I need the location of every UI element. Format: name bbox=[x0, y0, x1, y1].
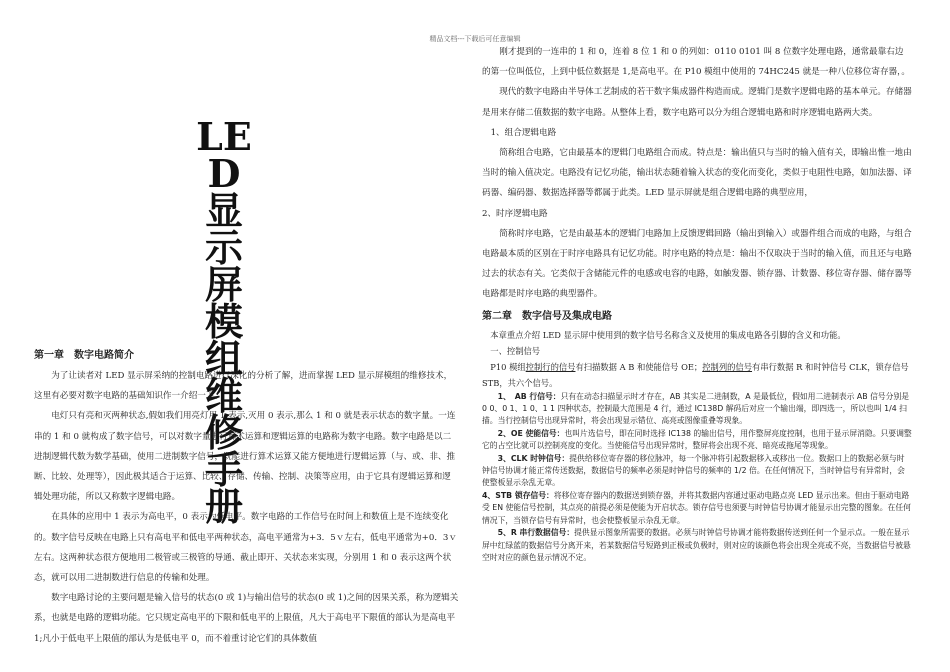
title-char: 示 bbox=[204, 225, 243, 270]
paragraph: 现代的数字电路由半导体工艺制成的若干数字集成器件构造而成。逻辑门是数字逻辑电路的基本单元。存储器是用来存储二值数据的数字电路。从整体上看，数字电路可以分为组合逻辑电路和时序逻辑电路两大类。 bbox=[482, 87, 912, 118]
paragraph: 为了让读者对 LED 显示屏采纳的控制电路进行深化的分析了解，进而掌握 LED 显示屏模组的维修技术，这里有必要对数字电路的基础知识作一介绍一下。 bbox=[34, 371, 453, 402]
paragraph bbox=[482, 359, 912, 391]
item-label: 4、STB 锁存信号： bbox=[482, 490, 554, 500]
title-char: 手 bbox=[204, 447, 243, 492]
paragraph: 简称组合电路，它由最基本的逻辑门电路组合而成。特点是：输出值只与当时的输入值有关，即输出惟一地由当时的输入值决定。电路没有记忆功能，输出状态随着输入状态的变化而变化，类似于电阻性电路，如加法器、译码器、编码器、数据选择器等都属于此类。LED 显示屏就是组合逻辑电路的典型应用， bbox=[482, 148, 912, 199]
title-char: 组 bbox=[204, 336, 243, 381]
chapter-2-title: 第二章 数字信号及集成电路 bbox=[482, 310, 612, 322]
section-heading: 2、时序逻辑电路 bbox=[482, 208, 548, 219]
title-char: 册 bbox=[204, 484, 243, 529]
list-item bbox=[482, 527, 912, 564]
title-char: D bbox=[207, 151, 241, 196]
right-column bbox=[482, 42, 912, 564]
paragraph: 在具体的应用中 1 表示为高电平，0 表示为低电平。数字电路的工作信号在时间上和数值上是不连续变化的。数字信号反映在电路上只有高电平和低电平两种状态，高电平通常为+3．5ｖ左右，低电平通常为+0．3ｖ左右。这两种状态很方便地用二极管或三极管的导通、截止即开、关状态来实现，分别用 1 和 0 表示这两个状态，就可以用二进制数进行信息的传输和处理。 bbox=[34, 512, 457, 584]
subsection-heading: 一、控制信号 bbox=[490, 345, 541, 356]
paragraph: 刚才提到的一连串的 1 和 0，连着 8 位 1 和 0 的列如：0110 0101 叫 8 位数字处理电路，通常最靠右边的第一位叫低位，上到中低位数据是 1,是高电平。在 P10 模组中使用的 74HC245 就是一种八位移位寄存器，。 bbox=[482, 47, 911, 78]
title-char: 显 bbox=[204, 188, 243, 233]
section-heading: 1、组合逻辑电路 bbox=[490, 127, 557, 138]
paragraph: 简称时序电路，它是由最基本的逻辑门电路加上反馈逻辑回路（输出到输入）或器件组合而成的电路，与组合电路最本质的区别在于时序电路具有记忆功能。时序电路的特点是：输出不仅取决于当时的输入值，而且还与电路过去的状态有关。它类似于含储能元件的电感或电容的电路，如触发器、锁存器、计数器、移位寄存器、储存器等电路都是时序电路的典型器件。 bbox=[482, 228, 912, 300]
left-column bbox=[34, 346, 459, 649]
underlined-term: 控制行的信号 bbox=[525, 361, 576, 372]
list-item bbox=[482, 428, 912, 453]
item-body: 只有在动态扫描显示时才存在，AB 其实是二进制数，A 是最低位，假如用二进制表示 AB 信号分别是 0 0、0 1、1 0、1 1 四种状态，控制最大范围是 4 行，通过 IC138D 解码后对应一个输出端，即四选一，所以也叫 1/4 扫描。当行控制信号出现异常时，将会出现显示错位、高亮或图像重叠等现象。 bbox=[482, 391, 910, 426]
title-char: 维 bbox=[204, 373, 243, 418]
list-item bbox=[482, 490, 912, 527]
title-char: LE bbox=[196, 114, 252, 159]
text-run: P10 模组 bbox=[490, 361, 526, 372]
text-run: 有扫描数据 A B 和使能信号 OE； bbox=[575, 361, 703, 372]
paragraph: 本章重点介绍 LED 显示屏中使用到的数字信号名称含义及使用的集成电路各引脚的含义和功能。 bbox=[490, 329, 846, 340]
list-item bbox=[482, 453, 912, 490]
title-char: 修 bbox=[204, 410, 243, 455]
page-header: 精品文档---下载后可任意编辑 bbox=[429, 35, 521, 43]
chapter-1-title: 第一章 数字电路简介 bbox=[34, 350, 134, 361]
item-body: 提供给移位寄存器的移位脉冲，每一个脉冲将引起数据移入或移出一位。数据口上的数据必须与时钟信号协调才能正常传送数据，数据信号的频率必须是时钟信号的频率的 1/2 倍。在任何情况下，当时钟信号有异常时，会使整板显示杂乱无章。 bbox=[482, 453, 905, 488]
text-run: 有串行数据 R 和时钟信号 CLK，锁存信号 STB，共六个信号。 bbox=[482, 361, 909, 388]
item-label: 5、R 串行数据信号： bbox=[497, 528, 575, 538]
item-body: 提供显示图象所需要的数据。必须与时钟信号协调才能将数据传送到任何一个显示点。一般在显示屏中红绿蓝的数据信号分离开来，若某数据信号短路到正极或负极时，则对应的该颜色将会出现全亮或不亮，当数据信号被悬空时对应的颜色显示情况不定。 bbox=[482, 528, 911, 562]
signal-list bbox=[482, 391, 912, 565]
item-label: 3、CLK 时钟信号： bbox=[497, 453, 570, 463]
chapter-2-intro-block bbox=[482, 327, 912, 391]
item-body: 也叫片选信号，即在同时选择 IC138 的输出信号，用作整屏亮度控制，也用于显示屏消隐。只要调整它的占空比就可以控制亮度的变化。当使能信号出现异常时，整屏将会出现不亮、暗亮或拖尾等现象。 bbox=[482, 428, 912, 451]
underlined-term: 控制列的信号 bbox=[702, 361, 753, 372]
list-item bbox=[482, 391, 912, 428]
item-label: 2、OE 使能信号： bbox=[497, 428, 565, 438]
paragraph: 数字电路讨论的主要问题是输入信号的状态(0 或 1)与输出信号的状态(0 或 1)之间的因果关系，称为逻辑关系，也就是电路的逻辑功能。它只规定高电平的下限和低电平的上限值，凡大于高电平下限值的部认为是高电平 1;凡小于低电平上限值的部认为是低电平 0，而不着重讨论它们的具体数值 bbox=[34, 593, 459, 644]
title-char: 模 bbox=[204, 299, 243, 344]
item-body: 将移位寄存器内的数据送到锁存器，并将其数据内容通过驱动电路点亮 LED 显示出来。但由于驱动电路受 EN 使能信号控制，其点亮的前提必须是使能为开启状态。锁存信号也须要与时钟信号协调才能显示出完整的图象。在任何情况下，当锁存信号有异常时，也会使整板显示杂乱无章。 bbox=[482, 490, 911, 525]
title-char: 屏 bbox=[204, 262, 243, 307]
paragraph: 电灯只有亮和灭两种状态,假如我们用亮灯用 1 表示,灭用 0 表示,那么 1 和 0 就是表示状态的数字量。一连串的 1 和 0 就构成了数字信号，可以对数字量进行算术运算和逻辑运算的电路称为数字电路。数字电路是以二进制逻辑代数为数学基础，使用二进制数字信号，既能进行算术运算又能方便地进行逻辑运算（与、或、非、推断、比较、处理等），因此极其适合于运算、比较、存储、传输、控制、决策等应用，由于它具有逻辑运算和逻辑处理功能，所以又称数字逻辑电路。 bbox=[34, 411, 456, 503]
item-label: 1、 AB 行信号： bbox=[497, 391, 561, 401]
